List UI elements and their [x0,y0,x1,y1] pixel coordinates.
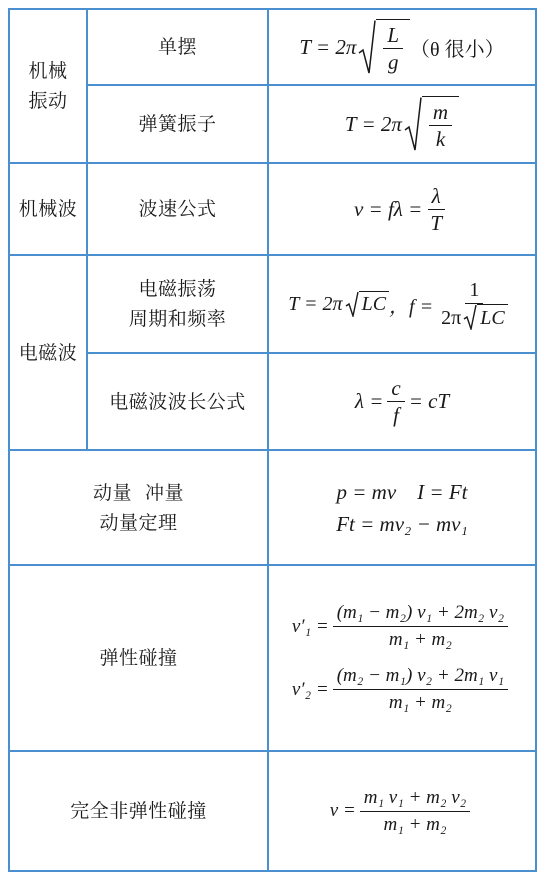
pendulum-formula-cell [269,10,535,84]
lc-formula-cell [269,256,535,352]
lc-label-line2: 周期和频率 [128,308,227,330]
wave-label: 波速公式 [138,198,217,220]
momentum-formula-line2: Ft = mv₂ − mv₁ [336,511,468,536]
momentum-label-cell [10,451,267,564]
wavelength-formula-cell [269,354,535,449]
momentum-formula-cell [269,451,535,564]
inelastic-formula [330,785,475,838]
formula-lhs: T = 2π [344,111,402,136]
formula-lhs: T = 2π [299,34,357,59]
inelastic-formula-cell [269,752,535,870]
spring-formula [345,96,459,152]
fraction: 1 2π LC [437,277,512,331]
spring-formula-cell [269,86,535,162]
inelastic-label-cell [10,752,267,870]
group-label: 电磁波 [18,341,78,364]
elastic-label: 弹性碰撞 [99,647,178,669]
fraction: $\frac{m}{k}$ [429,99,452,152]
lc-formula [288,277,515,331]
group-label: 机械 振动 [28,60,68,112]
sqrt-sign [404,96,459,152]
fraction: $\frac{\text{(m₁ − m₂) v₁ + 2m₂ v₂}}{\text{m₁ + m₂}}$ [333,600,508,653]
spring-label: 弹簧振子 [138,113,217,135]
pendulum-label-cell [88,10,267,84]
condition-note: （θ 很小） [410,38,505,61]
elastic-label-cell [10,566,267,750]
sqrt-sign: LC [463,304,507,331]
formula-rhs: = cT [408,389,450,413]
formula-lhs: v = fλ = [353,196,423,221]
group-label: 机械波 [18,198,78,220]
formula-lhs: v = [329,800,356,821]
formula-lhs: T = 2π [288,292,343,315]
formula-lhs: λ = [354,389,384,413]
sqrt-sign [358,19,410,75]
group-em-wave [10,256,86,449]
formula-lhs: v′₂ = [291,678,329,700]
formula-mid: ，f = [389,295,434,318]
fraction: $\frac{L}{g}$ [383,22,403,75]
elastic-formula-2 [292,663,512,716]
fraction: $\frac{c}{f}$ [387,375,404,428]
fraction: $\frac{\text{m₁ v₁ + m₂ v₂}}{\text{m₁ + m₂}}$ [360,785,471,838]
group-mechanical-vibration [10,10,86,162]
sqrt-sign: LC [345,291,389,317]
wave-formula-cell [269,164,535,254]
pendulum-label: 单摆 [157,36,197,58]
momentum-label-line2: 动量定理 [99,511,178,534]
wave-formula [354,183,450,236]
spring-label-cell [88,86,267,162]
formula-lhs: v′₁ = [291,615,329,637]
fraction: $\frac{\text{(m₂ − m₁) v₂ + 2m₁ v₁}}{\text{m₁ + m₂}}$ [333,663,508,716]
lc-label-cell [88,256,267,352]
wavelength-formula [355,375,449,428]
elastic-formula-1 [292,600,512,653]
inelastic-label: 完全非弹性碰撞 [70,800,207,822]
wave-label-cell [88,164,267,254]
pendulum-formula [299,19,504,75]
lc-label-line1: 电磁振荡 [138,278,217,300]
momentum-formula-line1: p = mv I = Ft [336,479,468,504]
elastic-formula-cell [269,566,535,750]
wavelength-label-cell [88,354,267,449]
group-mechanical-wave [10,164,86,254]
momentum-label-line1: 动量 冲量 [92,481,185,504]
fraction: $\frac{\lambda}{T}$ [426,183,446,236]
wavelength-label: 电磁波波长公式 [109,390,246,413]
